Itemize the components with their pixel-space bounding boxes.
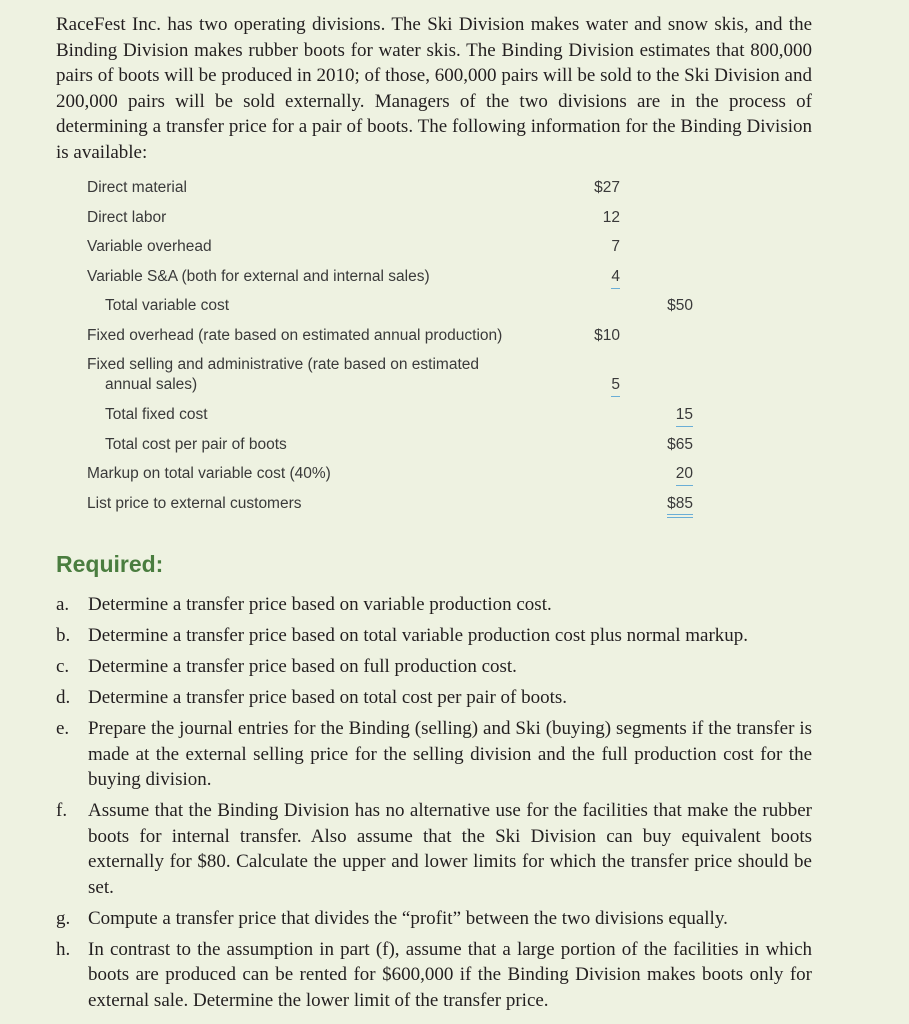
row-amount: 7	[611, 238, 620, 255]
item-letter: h.	[56, 938, 71, 960]
row-total: 20	[676, 464, 693, 486]
row-direct-labor	[87, 204, 707, 234]
row-total: 15	[676, 405, 693, 427]
item-text: Compute a transfer price that divides the “profit” between the two divisions equally.	[88, 907, 728, 929]
row-total-variable-cost	[87, 292, 707, 322]
row-fixed-overhead	[87, 322, 707, 352]
row-amount: 5	[611, 375, 620, 397]
row-direct-material	[87, 174, 707, 204]
row-total-cost-per-pair	[87, 431, 707, 461]
required-item-e	[56, 716, 812, 793]
row-total: $65	[667, 435, 693, 453]
row-amount: 12	[602, 208, 620, 226]
row-total: $85	[667, 494, 693, 518]
item-text: Determine a transfer price based on total variable production cost plus normal markup.	[88, 625, 749, 646]
required-list	[56, 592, 812, 1019]
required-item-f	[56, 798, 812, 900]
item-letter: d.	[56, 687, 71, 708]
row-label: Direct material	[87, 179, 187, 196]
row-total-fixed-cost	[87, 401, 707, 431]
row-variable-sa	[87, 263, 707, 293]
required-item-c	[56, 654, 812, 680]
required-item-b	[56, 623, 812, 649]
row-markup	[87, 460, 707, 490]
row-label: Total variable cost	[105, 297, 230, 314]
item-text: Determine a transfer price based on variable production cost.	[88, 594, 552, 615]
problem-intro: RaceFest Inc. has two operating divisions. The Ski Division makes water and snow skis, and the Binding Division makes rubber boots for water skis. The Binding Division estimates that 800,000 pairs of boots will be produced in 2010; of those, 600,000 pairs will be sold to the Ski Division and 200,000 pairs will be sold externally. Managers of the two divisions are in the process of determining a transfer price for a pair of boots. The following information for the Binding Division is available:	[56, 14, 812, 163]
row-amount: $27	[594, 179, 620, 196]
item-text: Assume that the Binding Division has no alternative use for the facilities that make the rubber boots for internal transfer. Also assume that the Ski Division can buy equivalent boots externally for $80. Calculate the upper and lower limits for which the transfer price should be set.	[88, 800, 812, 898]
row-label: Total cost per pair of boots	[105, 435, 287, 453]
row-label: Variable S&A (both for external and internal sales)	[87, 267, 430, 285]
item-letter: c.	[56, 656, 70, 677]
row-label-line1: Fixed selling and administrative (rate based on estimated	[87, 356, 480, 373]
row-amount: $10	[594, 326, 620, 344]
row-list-price	[87, 490, 707, 520]
row-label: Fixed overhead (rate based on estimated annual production)	[87, 326, 503, 344]
required-item-g	[56, 906, 812, 932]
row-total: $50	[667, 297, 693, 314]
row-label: Markup on total variable cost (40%)	[87, 465, 331, 482]
cost-table	[87, 174, 707, 519]
item-text: Determine a transfer price based on total cost per pair of boots.	[88, 687, 568, 708]
item-letter: a.	[56, 594, 70, 615]
item-letter: e.	[56, 718, 70, 739]
row-amount: 4	[611, 267, 620, 289]
item-letter: f.	[56, 800, 68, 821]
row-label-line2: annual sales)	[105, 376, 198, 393]
row-label: Direct labor	[87, 208, 167, 226]
row-label: List price to external customers	[87, 494, 302, 512]
item-letter: b.	[56, 625, 71, 646]
item-text: Determine a transfer price based on full production cost.	[88, 656, 517, 677]
row-label: Total fixed cost	[105, 406, 208, 423]
required-item-h	[56, 937, 812, 1014]
required-item-d	[56, 685, 812, 711]
item-text: Prepare the journal entries for the Binding (selling) and Ski (buying) segments if the transfer is made at the external selling price for the selling division and the full production cost for the buying division.	[88, 718, 812, 790]
row-label	[87, 355, 479, 395]
row-fixed-sa	[87, 351, 707, 401]
row-variable-overhead	[87, 233, 707, 263]
item-text: In contrast to the assumption in part (f), assume that a large portion of the facilities in which boots are produced can be rented for $600,000 if the Binding Division makes boots only for external sale. Determine the lower limit of the transfer price.	[88, 938, 812, 1011]
item-letter: g.	[56, 907, 71, 929]
required-item-a	[56, 592, 812, 618]
required-heading: Required:	[56, 551, 164, 577]
row-label: Variable overhead	[87, 238, 212, 255]
